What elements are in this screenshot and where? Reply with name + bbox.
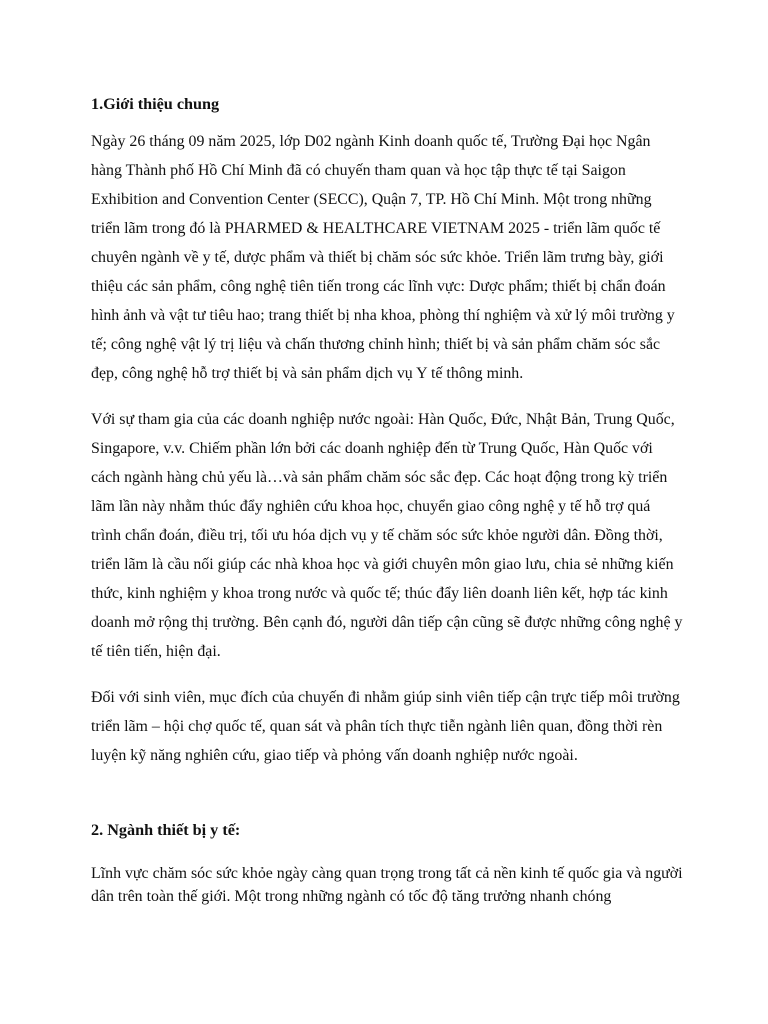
section-1-paragraph-3: Đối với sinh viên, mục đích của chuyến đi nhằm giúp sinh viên tiếp cận trực tiếp môi trường triển lãm – hội chợ quốc tế, quan sát và phân tích thực tiễn ngành liên quan, đồng thời rèn luyện kỹ năng nghiên cứu, giao tiếp và phỏng vấn doanh nghiệp nước ngoài. [91, 689, 680, 764]
section-1-heading: 1.Giới thiệu chung [91, 95, 220, 113]
section-2-heading: 2. Ngành thiết bị y tế: [91, 821, 241, 839]
section-1-paragraph-2: Với sự tham gia của các doanh nghiệp nước ngoài: Hàn Quốc, Đức, Nhật Bản, Trung Quốc, Singapore, v.v. Chiếm phần lớn bởi các doanh nghiệp đến từ Trung Quốc, Hàn Quốc với cách ngành hàng chủ yếu là…và sản phẩm chăm sóc sắc đẹp. Các hoạt động trong kỳ triển lãm lần này nhằm thúc đẩy nghiên cứu khoa học, chuyển giao công nghệ y tế hỗ trợ quá trình chẩn đoán, điều trị, tối ưu hóa dịch vụ y tế chăm sóc sức khỏe người dân. Đồng thời, triển lãm là cầu nối giúp các nhà khoa học và giới chuyên môn giao lưu, chia sẻ những kiến thức, kinh nghiệm y khoa trong nước và quốc tế; thúc đẩy liên doanh liên kết, hợp tác kinh doanh mở rộng thị trường. Bên cạnh đó, người dân tiếp cận cũng sẽ được những công nghệ y tế tiên tiến, hiện đại. [91, 411, 683, 660]
section-2-paragraph-1: Lĩnh vực chăm sóc sức khỏe ngày càng quan trọng trong tất cả nền kinh tế quốc gia và người dân trên toàn thế giới. Một trong những ngành có tốc độ tăng trưởng nhanh chóng [91, 865, 683, 905]
document-page [91, 90, 683, 908]
section-1-paragraph-1: Ngày 26 tháng 09 năm 2025, lớp D02 ngành Kinh doanh quốc tế, Trường Đại học Ngân hàng Thành phố Hồ Chí Minh đã có chuyến tham quan và học tập thực tế tại Saigon Exhibition and Convention Center (SECC), Quận 7, TP. Hồ Chí Minh. Một trong những triển lãm trong đó là PHARMED & HEALTHCARE VIETNAM 2025 - triển lãm quốc tế chuyên ngành về y tế, dược phẩm và thiết bị chăm sóc sức khỏe. Triển lãm trưng bày, giới thiệu các sản phẩm, công nghệ tiên tiến trong các lĩnh vực: Dược phẩm; thiết bị chẩn đoán hình ảnh và vật tư tiêu hao; trang thiết bị nha khoa, phòng thí nghiệm và xử lý môi trường y tế; công nghệ vật lý trị liệu và chấn thương chỉnh hình; thiết bị và sản phẩm chăm sóc sắc đẹp, công nghệ hỗ trợ thiết bị và sản phẩm dịch vụ Y tế thông minh. [91, 133, 675, 382]
